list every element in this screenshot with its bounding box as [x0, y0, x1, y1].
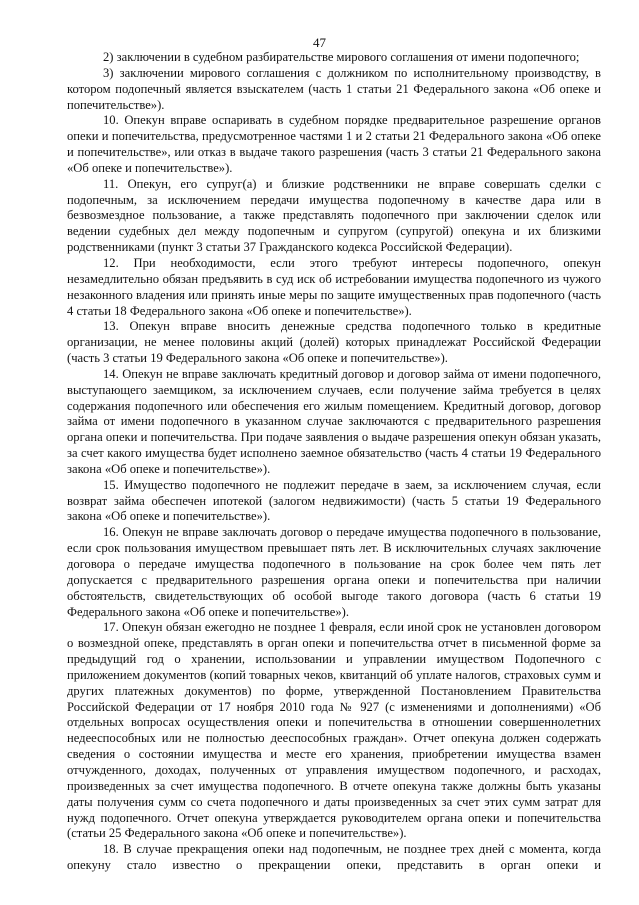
- paragraph-3: 3) заключении мирового соглашения с должником по исполнительному производству, в котором подопечный является взыскателем (часть 1 статьи 21 Федерального закона «Об опеке и попечительстве»).: [67, 65, 601, 112]
- paragraph-11: 11. Опекун, его супруг(а) и близкие родственники не вправе совершать сделки с подопечным, за исключением передачи имущества подопечному в качестве дара или в безвозмездное пользование, а также представлять подопечного при заключении сделок или ведении судебных дел между подопечным и супругом (супругой) опекуна и их близкими родственниками (пункт 3 статьи 37 Гражданского кодекса Российской Федерации).: [67, 176, 601, 255]
- paragraph-10: 10. Опекун вправе оспаривать в судебном порядке предварительное разрешение органов опеки и попечительства, предусмотренное частями 1 и 2 статьи 21 Федерального закона «Об опеке и попечительстве», или отказ в выдаче такого разрешения (часть 3 статьи 21 Федерального закона «Об опеке и попечительстве»).: [67, 113, 601, 175]
- paragraph-15: 15. Имущество подопечного не подлежит передаче в заем, за исключением случая, если возврат займа обеспечен ипотекой (залогом недвижимости) (часть 5 статьи 19 Федерального закона «Об опеке и попечительстве»).: [67, 477, 601, 524]
- paragraph-13: 13. Опекун вправе вносить денежные средства подопечного только в кредитные организации, не менее половины акций (долей) которых принадлежат Российской Федерации (часть 3 статьи 19 Федерального закона «Об опеке и попечительстве»).: [67, 319, 601, 366]
- paragraph-16: 16. Опекун не вправе заключать договор о передаче имущества подопечного в пользование, если срок пользования имуществом превышает пять лет. В исключительных случаях заключение договора о передаче имущества подопечного в пользование на срок более чем пять лет допускается с предварительного разрешения органа опеки и попечительства при наличии обстоятельств, свидетельствующих об особой выгоде такого договора (часть 6 статьи 19 Федерального закона «Об опеке и попечительстве»).: [67, 525, 601, 619]
- paragraph-14: 14. Опекун не вправе заключать кредитный договор и договор займа от имени подопечного, выступающего заемщиком, за исключением случаев, если получение займа требуется в целях содержания подопечного или обеспечения его жилым помещением. Кредитный договор, договор займа от имени подопечного в указанном случае заключаются с предварительного разрешения органа опеки и попечительства. При подаче заявления о выдаче разрешения опекун обязан указать, за счет какого имущества будет исполнено заемное обязательство (часть 4 статьи 19 Федерального закона «Об опеке и попечительстве»).: [67, 366, 601, 476]
- paragraph-2: 2) заключении в судебном разбирательстве мирового соглашения от имени подопечного;: [103, 50, 580, 64]
- page-number: 47: [313, 35, 326, 50]
- document-body: [67, 50, 601, 874]
- paragraph-18: 18. В случае прекращения опеки над подопечным, не позднее трех дней с момента, когда опекуну стало известно о прекращении опеки, представить в орган опеки и: [67, 842, 601, 873]
- paragraph-12: 12. При необходимости, если этого требуют интересы подопечного, опекун незамедлительно обязан предъявить в суд иск об истребовании имущества подопечного из чужого незаконного владения или принять иные меры по защите имущественных прав подопечного (часть 4 статьи 18 Федерального закона «Об опеке и попечительстве»).: [67, 255, 601, 318]
- paragraph-17: 17. Опекун обязан ежегодно не позднее 1 февраля, если иной срок не установлен договором о возмездной опеке, представлять в орган опеки и попечительства отчет в письменной форме за предыдущий год о хранении, использовании и управлении имуществом Подопечного с приложением документов (копий товарных чеков, квитанций об уплате налогов, страховых сумм и других платежных документов) по форме, утвержденной Постановлением Правительства Российской Федерации от 17 ноября 2010 года № 927 (с изменениями и дополнениями) «Об отдельных вопросах осуществления опеки и попечительства в отношении совершеннолетних недееспособных или не полностью дееспособных граждан». Отчет опекуна должен содержать сведения о состоянии имущества и месте его хранения, приобретении имущества взамен отчужденного, доходах, полученных от управления имуществом подопечного, и расходах, произведенных за счет имущества подопечного. В отчете опекуна также должны быть указаны даты получения сумм со счета подопечного и даты произведенных за счет этих сумм затрат для нужд подопечного. Отчет опекуна утверждается руководителем органа опеки и попечительства (статьи 25 Федерального закона «Об опеке и попечительстве»).: [67, 620, 601, 841]
